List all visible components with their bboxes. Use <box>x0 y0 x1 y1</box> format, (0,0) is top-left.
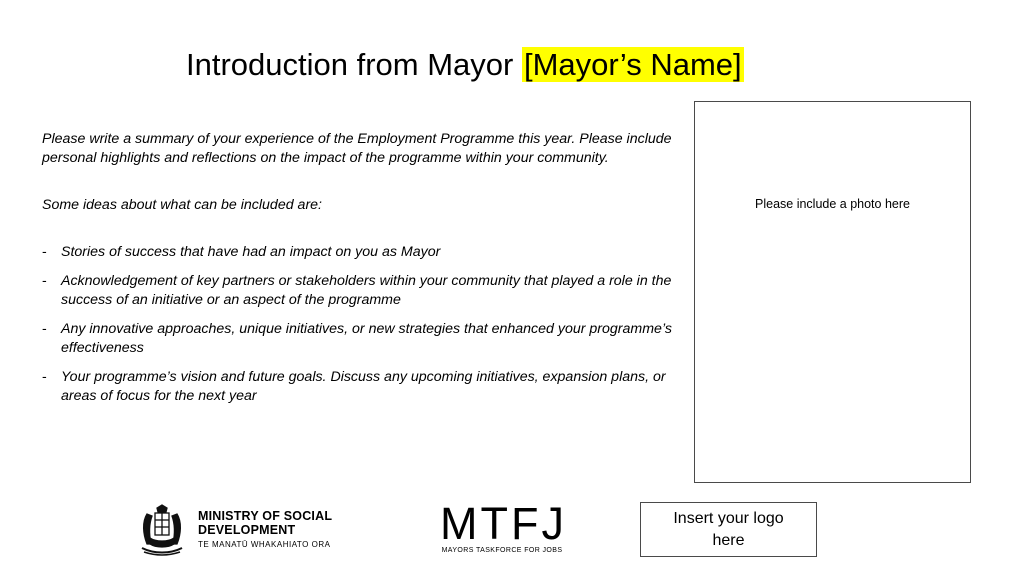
bullet-dash: - <box>42 369 47 385</box>
instructions-text <box>42 130 682 416</box>
list-item-text: Acknowledgement of key partners or stakeholders within your community that played a role in the success of an initiative or an aspect of the programme <box>61 273 672 308</box>
msd-name-line1: MINISTRY OF SOCIAL <box>198 509 333 523</box>
mayor-name-placeholder: [Mayor’s Name] <box>523 47 742 82</box>
list-item-text: Any innovative approaches, unique initiatives, or new strategies that enhanced your programme’s effectiveness <box>61 321 672 356</box>
list-item <box>42 243 682 262</box>
list-item <box>42 272 682 310</box>
list-item <box>42 320 682 358</box>
msd-maori-name: TE MANATŪ WHAKAHIATO ORA <box>198 540 331 549</box>
mtfj-tagline: MAYORS TASKFORCE FOR JOBS <box>441 547 563 554</box>
logo-placeholder-box[interactable] <box>640 502 817 557</box>
bullet-dash: - <box>42 273 47 289</box>
title-prefix: Introduction from Mayor <box>186 47 514 82</box>
list-item-text: Your programme’s vision and future goals. Discuss any upcoming initiatives, expansion plans, or areas of focus for the next year <box>61 369 666 404</box>
bullet-dash: - <box>42 244 47 260</box>
ideas-list <box>42 243 682 406</box>
list-item-text: Stories of success that have had an impact on you as Mayor <box>61 244 441 260</box>
photo-placeholder-label: Please include a photo here <box>755 197 910 211</box>
photo-placeholder-box[interactable] <box>694 101 971 483</box>
list-item <box>42 368 682 406</box>
logo-placeholder-label: Insert your logo here <box>673 509 784 549</box>
bullet-dash: - <box>42 321 47 337</box>
mtfj-wordmark: MTFJ <box>440 498 567 549</box>
msd-logo <box>136 504 356 556</box>
intro-paragraph: Please write a summary of your experience of the Employment Programme this year. Please include personal highlights and reflections on the impact of the programme within your community. <box>42 131 672 166</box>
page-title <box>186 44 744 86</box>
nz-coat-of-arms-icon <box>136 504 188 556</box>
mtfj-logo <box>440 498 567 558</box>
ideas-heading: Some ideas about what can be included are: <box>42 197 322 213</box>
msd-name-line2: DEVELOPMENT <box>198 523 296 537</box>
